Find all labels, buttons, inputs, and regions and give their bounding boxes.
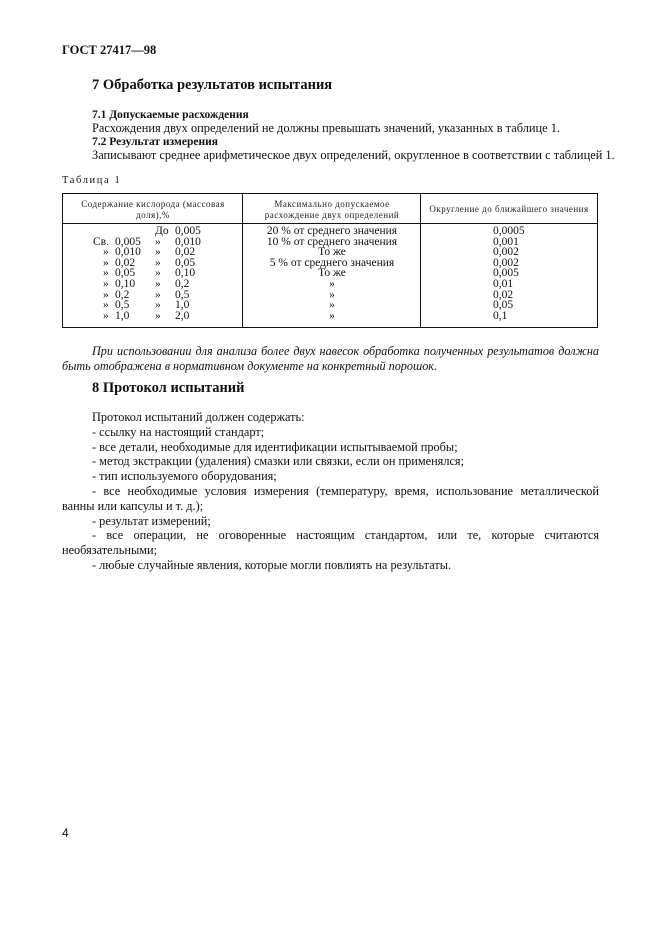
cell-sep: » — [155, 246, 161, 259]
document-code: ГОСТ 27417—98 — [62, 43, 157, 57]
cell-rounding: 0,05 — [493, 299, 514, 312]
cell-to: 0,2 — [175, 277, 190, 290]
discrepancy-column — [243, 226, 421, 321]
header-rounding: Округление до ближайшего значения — [429, 204, 589, 214]
subsection-7-1-title: 7.1 Допускаемые расхождения — [92, 109, 249, 121]
cell-sep: » — [155, 277, 161, 290]
cell-from: 0,2 — [115, 288, 130, 301]
cell-sep: » — [155, 235, 161, 248]
table-row — [63, 311, 243, 322]
rounding-column — [421, 226, 597, 321]
section-8-title: 8 Протокол испытаний — [92, 380, 245, 396]
cell-discrepancy: » — [329, 277, 335, 290]
cell-prefix: » — [103, 288, 109, 301]
header-max-discrepancy: Максимально допускаемое расхождение двух определений — [264, 199, 400, 220]
subsection-7-1-text: Расхождения двух определений не должны превышать значений, указанных в таблице 1. — [92, 121, 561, 135]
header-separator — [63, 223, 597, 224]
cell-discrepancy: » — [329, 299, 335, 312]
subsection-7-2-text: Записывают среднее арифметическое двух определений, округленное в соответствии с таблицей 1. — [92, 148, 615, 162]
cell-sep: » — [155, 288, 161, 301]
list-item: - все детали, необходимые для идентификации испытываемой пробы; — [92, 439, 458, 454]
cell-prefix: » — [103, 299, 109, 312]
cell-from: 0,010 — [115, 246, 141, 259]
cell-prefix: » — [103, 256, 109, 269]
cell-rounding: 0,001 — [493, 235, 519, 248]
list-item: - метод экстракции (удаления) смазки или связки, если он применялся; — [92, 454, 465, 469]
cell-discrepancy: То же — [318, 246, 346, 259]
cell-sep: » — [155, 267, 161, 280]
table-1 — [62, 193, 598, 328]
section-7-title: 7 Обработка результатов испытания — [92, 77, 333, 93]
cell-from: 0,005 — [115, 235, 141, 248]
cell-discrepancy: 10 % от среднего значения — [266, 235, 398, 248]
table-row — [63, 226, 243, 237]
cell-rounding: 0,01 — [493, 277, 514, 290]
cell-sep: » — [155, 256, 161, 269]
table-row — [63, 237, 243, 248]
cell-from: До — [155, 225, 169, 237]
table-row — [63, 279, 243, 290]
cell-rounding: 0,005 — [493, 267, 519, 280]
cell-rounding: 0,1 — [493, 309, 508, 322]
cell-from: 0,02 — [115, 256, 136, 269]
table-row — [63, 258, 243, 269]
cell-from: 0,10 — [115, 277, 136, 290]
cell-sep: » — [155, 309, 161, 322]
list-item: - ссылку на настоящий стандарт; — [92, 424, 265, 439]
list-item: - все операции, не оговоренные настоящим стандартом, или те, которые считаются необязательными; — [62, 528, 599, 558]
cell-prefix: » — [103, 267, 109, 280]
cell-to: 0,02 — [175, 246, 196, 259]
list-item: - тип используемого оборудования; — [92, 469, 277, 484]
cell-rounding: 0,002 — [493, 246, 519, 259]
oxygen-content-column — [63, 226, 243, 321]
table-row — [63, 290, 243, 301]
cell-discrepancy: » — [329, 309, 335, 322]
header-oxygen-content: Содержание кислорода (массовая доля),% — [81, 199, 225, 220]
cell-prefix: Св. — [93, 235, 109, 248]
table-caption: Таблица 1 — [62, 175, 122, 186]
table-row — [63, 268, 243, 279]
list-item: - результат измерений; — [92, 513, 211, 528]
cell-discrepancy: » — [329, 288, 335, 301]
cell-to: 0,5 — [175, 288, 190, 301]
list-item: - любые случайные явления, которые могли повлиять на результаты. — [92, 557, 452, 572]
cell-to: 0,010 — [175, 235, 201, 248]
cell-discrepancy: 20 % от среднего значения — [266, 225, 398, 237]
cell-prefix: » — [103, 246, 109, 259]
cell-to: 0,10 — [175, 267, 196, 280]
cell-sep: » — [155, 299, 161, 312]
cell-prefix: » — [103, 309, 109, 322]
protocol-requirements — [62, 410, 599, 573]
table-row — [63, 300, 243, 311]
cell-to: 2,0 — [175, 309, 190, 322]
cell-prefix: » — [103, 277, 109, 290]
cell-from: 0,5 — [115, 299, 130, 312]
cell-to: 0,005 — [175, 225, 201, 237]
cell-from: 0,05 — [115, 267, 136, 280]
cell-rounding: 0,002 — [493, 256, 519, 269]
table-note: При использовании для анализа более двух навесок обработка полученных результатов должна быть отображена в нормативном документе на конкретный порошок. — [62, 344, 599, 373]
cell-discrepancy: То же — [318, 267, 346, 280]
cell-to: 0,05 — [175, 256, 196, 269]
list-intro: Протокол испытаний должен содержать: — [92, 410, 305, 424]
cell-from: 1,0 — [115, 309, 130, 322]
cell-rounding: 0,0005 — [493, 225, 525, 237]
list-item: - все необходимые условия измерения (температуру, время, использование металлической ванны или капсулы и т. д.); — [62, 483, 599, 513]
table-row — [63, 247, 243, 258]
subsection-7-2-title: 7.2 Результат измерения — [92, 136, 218, 148]
page-number: 4 — [62, 826, 69, 840]
cell-to: 1,0 — [175, 299, 190, 312]
cell-discrepancy: 5 % от среднего значения — [269, 256, 395, 269]
cell-rounding: 0,02 — [493, 288, 514, 301]
